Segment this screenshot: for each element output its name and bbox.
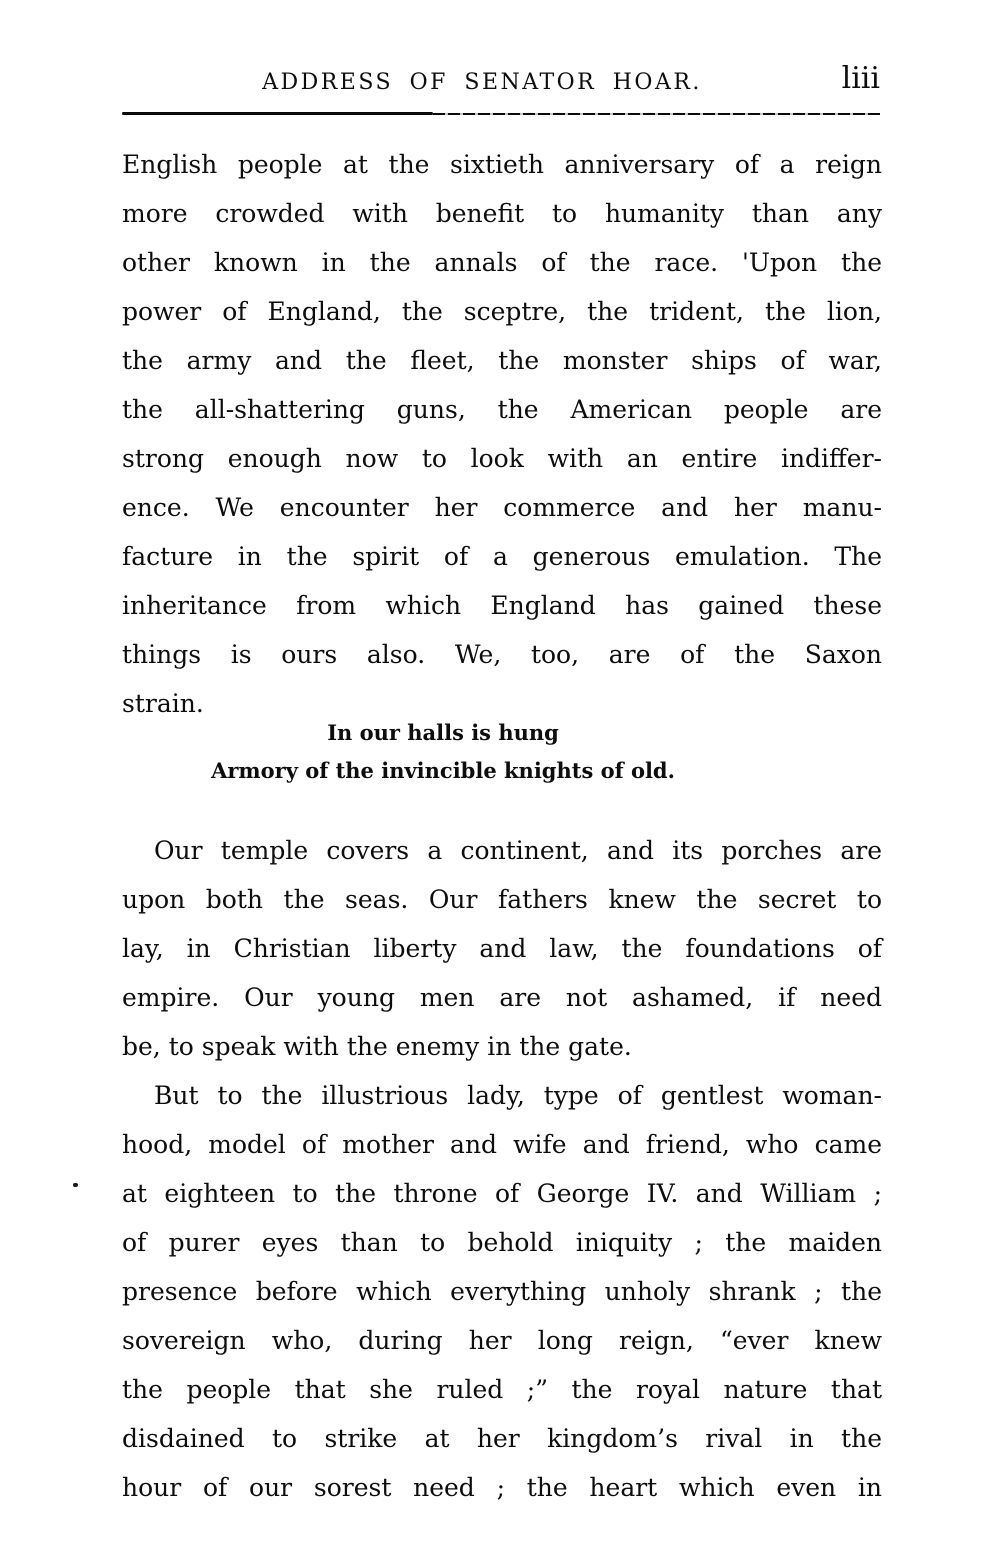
text-line: the people that she ruled ;” the royal nature that — [122, 1375, 882, 1404]
page-header — [122, 61, 882, 108]
text-line: other known in the annals of the race. 'Upon the — [122, 248, 882, 277]
text-line: the army and the fleet, the monster ships of war, — [122, 346, 882, 375]
text-line: hood, model of mother and wife and friend, who came — [122, 1130, 882, 1159]
text-line: presence before which everything unholy shrank ; the — [122, 1277, 882, 1306]
verse-quote — [122, 714, 882, 790]
text-line: at eighteen to the throne of George IV. and William ; — [122, 1179, 882, 1208]
text-line: But to the illustrious lady, type of gentlest woman- — [154, 1081, 882, 1110]
text-line: be, to speak with the enemy in the gate. — [122, 1032, 632, 1061]
verse-line: Armory of the invincible knights of old. — [211, 758, 675, 783]
paragraph-continuation — [122, 140, 882, 728]
text-line: upon both the seas. Our fathers knew the secret to — [122, 885, 882, 914]
text-line: disdained to strike at her kingdom’s rival in the — [122, 1424, 882, 1453]
text-line: lay, in Christian liberty and law, the foundations of — [122, 934, 882, 963]
text-line: power of England, the sceptre, the trident, the lion, — [122, 297, 882, 326]
text-line: Our temple covers a continent, and its porches are — [154, 836, 882, 865]
body-paragraphs — [122, 826, 882, 1512]
running-title: ADDRESS OF SENATOR HOAR. — [262, 70, 702, 95]
header-rule-solid-segment — [122, 112, 433, 115]
text-line: ence. We encounter her commerce and her manu- — [122, 493, 882, 522]
text-line: strain. — [122, 689, 204, 718]
text-line: empire. Our young men are not ashamed, if need — [122, 983, 882, 1012]
scan-speck — [73, 1183, 78, 1187]
text-line: more crowded with benefit to humanity than any — [122, 199, 882, 228]
text-line: strong enough now to look with an entire indiffer- — [122, 444, 882, 473]
text-line: English people at the sixtieth anniversary of a reign — [122, 150, 882, 179]
text-line: things is ours also. We, too, are of the Saxon — [122, 640, 882, 669]
header-rule — [122, 111, 880, 117]
text-line: sovereign who, during her long reign, “ever knew — [122, 1326, 882, 1355]
verse-line: In our halls is hung — [327, 720, 559, 745]
text-line: inheritance from which England has gained these — [122, 591, 882, 620]
text-line: hour of our sorest need ; the heart which even in — [122, 1473, 882, 1502]
header-rule-worn-segment — [418, 113, 880, 115]
text-line: the all-shattering guns, the American people are — [122, 395, 882, 424]
text-line: facture in the spirit of a generous emulation. The — [122, 542, 882, 571]
page-number: liii — [841, 61, 880, 96]
text-line: of purer eyes than to behold iniquity ; the maiden — [122, 1228, 882, 1257]
